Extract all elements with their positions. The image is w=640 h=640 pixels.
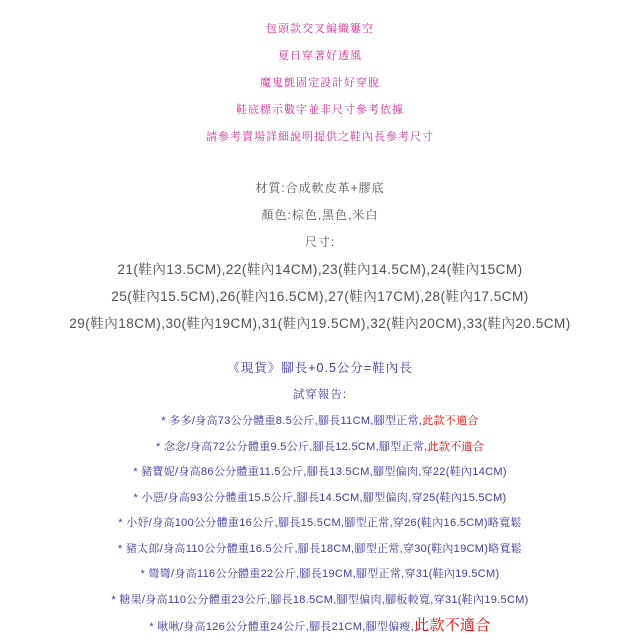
report-warning: 此款不適合 [427, 440, 484, 453]
report-text: * 糖果/身高110公分體重23公斤,腳長18.5CM,腳型偏肉,腳板較寬,穿31(鞋內19.5CM) [111, 593, 529, 606]
specs-section [0, 175, 640, 337]
report-title: 試穿報告: [292, 389, 348, 401]
intro-line: 請參考賣場詳細說明提供之鞋內長參考尺寸 [206, 131, 434, 143]
report-row [0, 435, 640, 461]
spec-color: 顏色:棕色,黑色,米白 [261, 208, 379, 222]
size-row: 29(鞋內18CM),30(鞋內19CM),31(鞋內19.5CM),32(鞋內20CM),33(鞋內20.5CM) [69, 316, 571, 331]
size-row: 21(鞋內13.5CM),22(鞋內14CM),23(鞋內14.5CM),24(鞋內15CM) [117, 262, 523, 277]
report-row [0, 537, 640, 563]
report-text: * 多多/身高73公分體重8.5公斤,腳長11CM,腳型正常, [161, 415, 423, 427]
report-warning: 此款不適合 [422, 415, 479, 427]
report-text: * 豬寶妮/身高86公分體重11.5公斤,腳長13.5CM,腳型偏肉,穿22(鞋內14CM) [133, 466, 507, 478]
report-row [0, 588, 640, 614]
report-text: * 豬太郎/身高110公分體重16.5公斤,腳長18CM,腳型正常,穿30(鞋內19CM)略寬鬆 [117, 542, 523, 555]
report-row [0, 409, 640, 435]
report-row [0, 460, 640, 486]
report-row [0, 562, 640, 588]
spec-size-label: 尺寸: [304, 235, 336, 249]
report-text: * 小妤/身高100公分體重16公斤,腳長15.5CM,腳型正常,穿26(鞋內16.5CM)略寬鬆 [118, 517, 522, 529]
report-text: * 彎彎/身高116公分體重22公斤,腳長19CM,腳型正常,穿31(鞋內19.5CM) [140, 568, 500, 580]
report-row [0, 486, 640, 512]
try-on-reports-section [0, 409, 640, 640]
report-text: * 啾啾/身高126公分體重24公斤,腳長21CM,腳型偏瘦, [149, 621, 415, 633]
size-row: 25(鞋內15.5CM),26(鞋內16.5CM),27(鞋內17CM),28(鞋內17.5CM) [111, 289, 529, 304]
report-warning: 此款不適合 [414, 617, 491, 634]
intro-line: 夏日穿著好透風 [278, 50, 362, 62]
spec-material: 材質:合成軟皮革+膠底 [255, 181, 385, 195]
stock-note: 《現貨》腳長+0.5公分=鞋內長 [227, 361, 413, 375]
intro-line: 魔鬼氈固定設計好穿脫 [260, 77, 380, 89]
report-text: * 念念/身高72公分體重9.5公斤,腳長12.5CM,腳型正常, [155, 440, 428, 453]
intro-line: 鞋底標示數字並非尺寸參考依據 [236, 104, 404, 116]
intro-section [0, 16, 640, 151]
report-row [0, 613, 640, 640]
report-row [0, 511, 640, 537]
report-text: * 小惡/身高93公分體重15.5公斤,腳長14.5CM,腳型偏肉,穿25(鞋內15.5CM) [133, 491, 507, 504]
intro-line: 包頭款交叉編織簍空 [266, 23, 374, 35]
